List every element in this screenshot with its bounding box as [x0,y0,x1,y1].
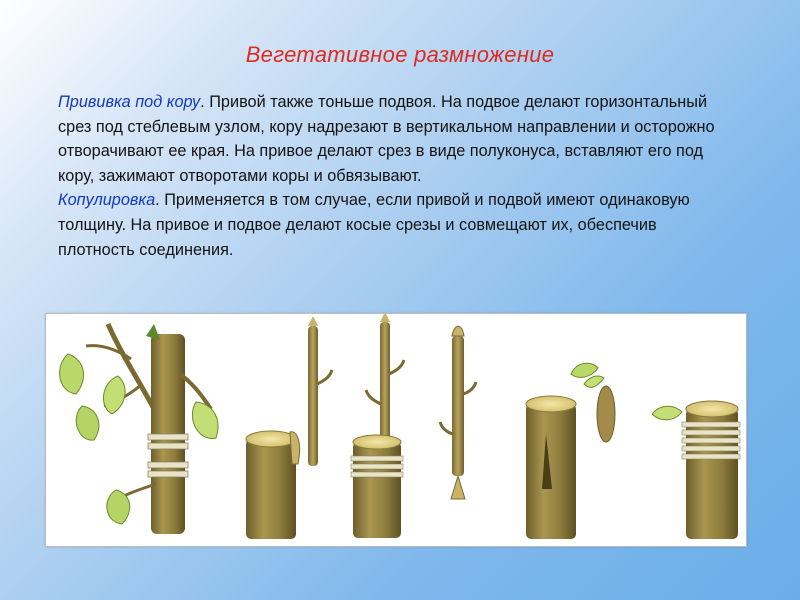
term-bark-grafting: Прививка под кору [58,93,201,111]
text-block [58,90,718,262]
figure-rootstock-cut [246,316,332,539]
figure-copulation-joined [652,401,740,539]
grafting-illustration [45,313,747,547]
figure-scion-stem [440,326,476,499]
bark-grafting-description: . Привой также тоньше подвоя. На подвое делают горизонтальный срез под стеблевым узлом, кору надрезают в вертикальном направлении и осторожно отворачивают ее края. На привое делают срез в виде полуконуса, вставляют его под кору, зажимают отворотами коры и обвязывают. [58,93,715,185]
figure-scion-inserted [351,314,404,538]
slide-title: Вегетативное размножение [245,42,555,67]
figure-grafted-stem-with-leaves [60,324,218,534]
copulation-description: . Применяется в том случае, если привой и подвой имеют одинаковую толщину. На привое и подвое делают косые срезы и совмещают их, обеспечив плотность соединения. [58,191,690,259]
term-copulation: Копулировка [58,191,156,210]
figure-copulation-stock [526,363,615,539]
